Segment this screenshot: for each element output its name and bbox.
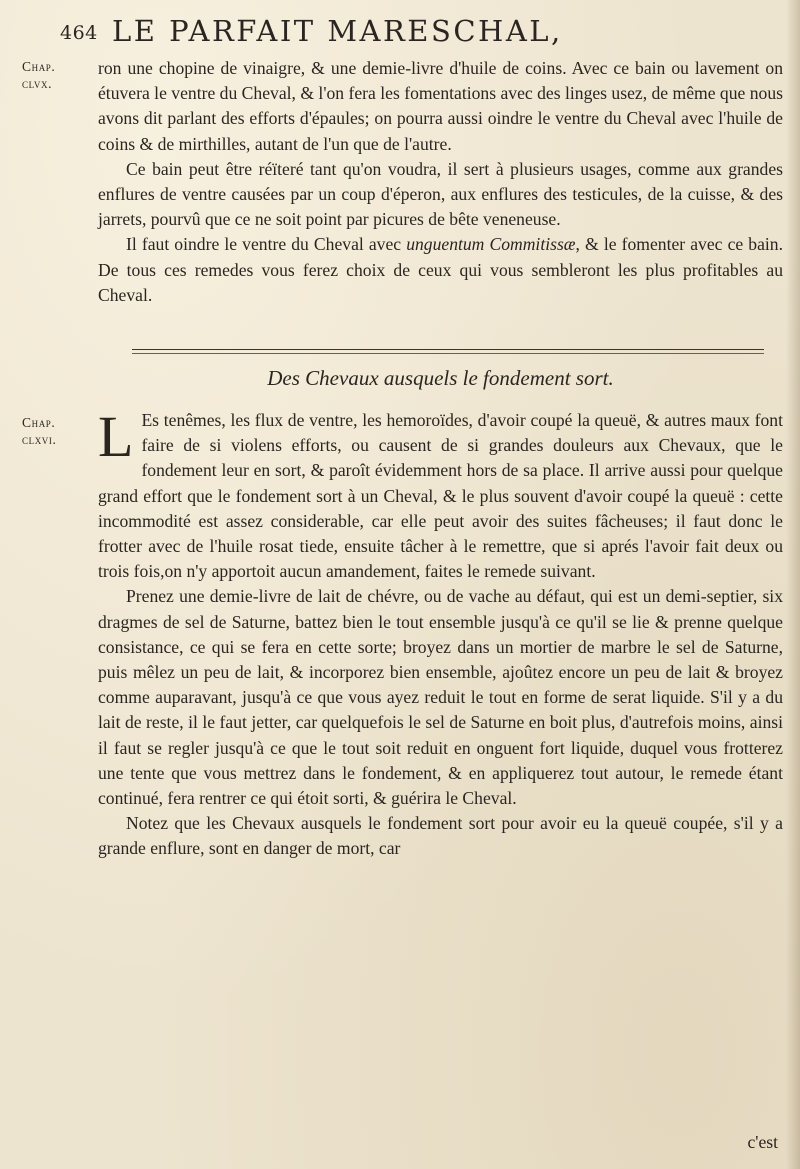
page-edge-shadow <box>786 0 800 1169</box>
section-two-text <box>98 404 783 862</box>
paragraph: Prenez une demie-livre de lait de chévre, ou de vache au défaut, qui est un demi-septier, six dragmes de sel de Saturne, battez bien le tout ensemble jusqu'à ce qu'il se lie & prenne quelque consistance, ce qui se fera en cette sorte; broyez dans un mortier de marbre le sel de Saturne, puis mêlez un peu de lait, & incorporez bien ensemble, ajoûtez encore un peu de lait & broyez comme auparavant, jusqu'à ce que vous ayez reduit le tout en forme de serat liquide. S'il y a du lait de reste, il le faut jetter, car quelquefois le sel de Saturne en boit plus, d'autrefois moins, ainsi il faut se regler jusqu'à ce que le tout soit reduit en onguent fort liquide, duquel vous frotterez une tente que vous mettrez dans le fondement, & en appliquerez tout autour, le remede étant continué, fera rentrer ce qui étoit sorti, & guérira le Cheval. <box>98 586 783 809</box>
page-header <box>60 14 760 50</box>
paragraph: Ce bain peut être réïteré tant qu'on voudra, il sert à plusieurs usages, comme aux grandes enflures de ventre causées par un coup d'éperon, aux enflures des testicules, de la cuisse, & des jarrets, pourvû que ce ne soit point par picures de bête veneneuse. <box>98 158 783 230</box>
latin-term: unguentum Commitissæ <box>406 234 576 255</box>
text-run: Il faut oindre le ventre du Cheval avec <box>126 234 407 255</box>
margin-note-chap-number: clvx. <box>22 76 53 91</box>
section-one-text <box>98 56 783 308</box>
catch-word: c'est <box>747 1132 778 1152</box>
margin-note-chap-clxv <box>22 58 55 92</box>
text-run: , & le fomenter avec ce bain. De tous ces remedes vous ferez choix de ceux qui vous sembleront les plus profitables au Cheval. <box>98 234 783 305</box>
running-title: LE PARFAIT MARESCHAL, <box>112 14 563 48</box>
text-run: Es tenêmes, les flux de ventre, les hemoroïdes, d'avoir coupé la queuë, & autres maux font faire de si violens efforts, ou causent de si grandes douleurs aux Chevaux, que le fondement leur en sort, & paroît évidemment hors de sa place. Il arrive aussi pour quelque grand effort que le fondement sort à un Cheval, & le plus souvent d'avoir coupé la queuë : cette incommodité est assez considerable, car elle peut avoir des suites fâcheuses; il faut donc le frotter avec de l'huile rosat tiede, ensuite tâcher à le remettre, que si aprés l'avoir fait deux ou trois fois,on n'y apportoit aucun amandement, faites le remede suivant. <box>98 410 783 582</box>
section-divider-rule <box>132 349 764 354</box>
page-number: 464 <box>60 22 98 44</box>
paragraph: ron une chopine de vinaigre, & une demie-livre d'huile de coins. Avec ce bain ou lavement on étuvera le ventre du Cheval, & l'on fera les fomentations avec des linges usez, de même que nous avons dit parlant des efforts d'épaules; on pourra aussi oindre le ventre du Cheval avec l'huile de coins & de mirthilles, autant de l'un que de l'autre. <box>98 58 783 154</box>
section-title: Des Chevaux ausquels le fondement sort. <box>267 366 614 390</box>
margin-note-chap-number: clxvi. <box>22 432 57 447</box>
paragraph: Notez que les Chevaux ausquels le fondement sort pour avoir eu la queuë coupée, s'il y a grande enflure, sont en danger de mort, car <box>98 813 783 859</box>
margin-note-chap-label: Chap. <box>22 59 56 74</box>
paragraph-unguent <box>98 232 783 308</box>
paragraph-opening <box>98 404 783 584</box>
drop-cap-letter: L <box>98 404 134 469</box>
margin-note-chap-label: Chap. <box>22 415 56 430</box>
margin-note-chap-clxvi <box>22 414 56 448</box>
